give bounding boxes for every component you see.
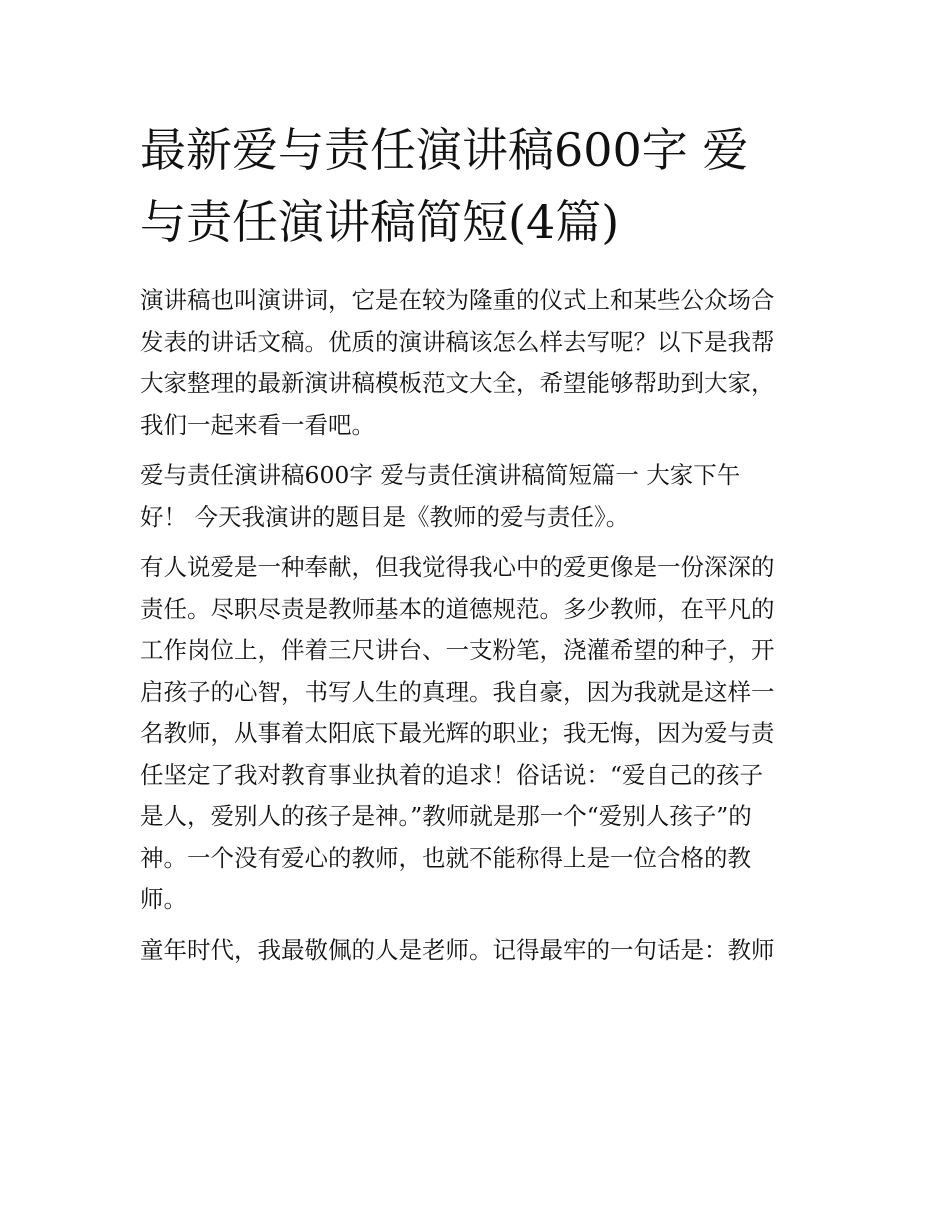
- paragraph-heading-one: [140, 455, 820, 538]
- document-title: [140, 114, 830, 258]
- text-line: 师。: [140, 885, 187, 913]
- text-line: 责任。尽职尽责是教师基本的道德规范。多少教师，在平凡的: [140, 594, 775, 623]
- text-line: 爱与责任演讲稿600字 爱与责任演讲稿简短篇一 大家下午: [140, 461, 741, 489]
- document-body: [140, 280, 820, 980]
- text-line: 是人，爱别人的孩子是神。”教师就是那一个“爱别人孩子”的: [140, 802, 752, 830]
- text-line: 好！ 今天我演讲的题目是《教师的爱与责任》。: [140, 502, 630, 531]
- text-line: 童年时代，我最敬佩的人是老师。记得最牢的一句话是：教师: [140, 935, 775, 964]
- paragraph-love-responsibility: [140, 547, 820, 921]
- text-line: 发表的讲话文稿。优质的演讲稿该怎么样去写呢？以下是我帮: [140, 327, 775, 356]
- text-line: 启孩子的心智，书写人生的真理。我自豪，因为我就是这样一: [140, 677, 775, 706]
- paragraph-intro: [140, 280, 820, 446]
- text-line: 我们一起来看一看吧。: [140, 410, 375, 439]
- title-line-1: 最新爱与责任演讲稿600字 爱: [140, 123, 749, 177]
- title-line-2: 与责任演讲稿简短(4篇): [140, 195, 620, 249]
- text-line: 神。一个没有爱心的教师，也就不能称得上是一位合格的教: [140, 843, 751, 872]
- paragraph-childhood: [140, 930, 820, 972]
- text-line: 大家整理的最新演讲稿模板范文大全，希望能够帮助到大家，: [140, 369, 775, 397]
- text-line: 名教师，从事着太阳底下最光辉的职业；我无悔，因为爱与责: [140, 719, 775, 747]
- text-line: 任坚定了我对教育事业执着的追求！俗话说：“爱自己的孩子: [140, 760, 764, 789]
- text-line: 有人说爱是一种奉献，但我觉得我心中的爱更像是一份深深的: [140, 553, 775, 581]
- text-line: 工作岗位上，伴着三尺讲台、一支粉笔，浇灌希望的种子，开: [140, 636, 775, 664]
- text-line: 演讲稿也叫演讲词，它是在较为隆重的仪式上和某些公众场合: [140, 286, 775, 314]
